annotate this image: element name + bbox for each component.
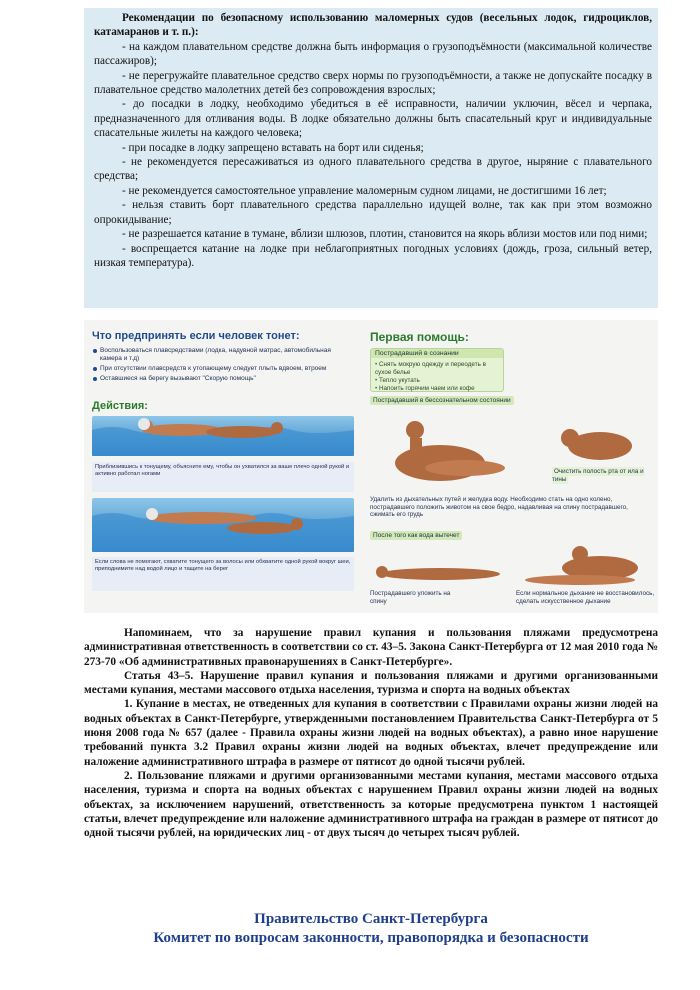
recommendation-item: - не перегружайте плавательное средство сверх нормы по грузоподъёмности, а также не допускайте посадку в плавательное средство малолетних детей без сопровождения взрослых; <box>94 69 652 97</box>
conscious-item: • Напоить горячим чаем или кофе <box>375 385 499 393</box>
law-paragraph-2: 2. Пользование пляжами и другими организованными местами купания, местами массового отдыха населения, туризма и спорта на водных объектах с нарушением Правил охраны жизни людей на водных объектах, за исключением нарушений, ответственность за которые предусмотрена пунктом 1 настоящей статьи, влечет предупреждение или наложение административного штрафа на граждан в размере от пятисот до одной тысячи рублей, на юридических лиц - от двух тысяч до четырех тысяч рублей. <box>84 769 658 840</box>
footer <box>84 910 658 948</box>
recommendation-item: - до посадки в лодку, необходимо убедиться в её исправности, наличии уключин, вёсел и черпака, предназначенного для отливания воды. В лодке обязательно должны быть спасательный круг и индивидуальные спасательные жилеты на каждого человека; <box>94 98 652 140</box>
infographic-left-panel <box>84 320 362 613</box>
clean-mouth-text: Очистить полость рта от ила и тины <box>552 468 644 483</box>
conscious-label: Пострадавший в сознании <box>371 349 503 358</box>
note-remove-water: Удалить из дыхательных путей и желудка воду. Необходимо стать на одно колено, пострадавшего положить животом на свое бедро, надавливая на спину пострадавшего, сжимать его грудь <box>370 496 628 519</box>
caption-tow: Если слова не помогают, схватите тонущего за волосы или обхватите одной рукой вокруг шеи, приподнимите над водой лицо и тащите на берег <box>92 557 354 591</box>
law-paragraph-article: Статья 43–5. Нарушение правил купания и пользования пляжами и другими организованными местами купания, местами массового отдыха населения, туризма и спорта на водных объектах <box>84 669 658 697</box>
law-paragraph-reminder: Напоминаем, что за нарушение правил купания и пользования пляжами предусмотрена административная ответственность в соответствии со ст. 43–5. Закона Санкт-Петербурга от 12 мая 2010 года № 273-70 «Об административных правонарушениях в Санкт-Петербурге». <box>84 627 658 668</box>
after-water-label: После того как вода вытечет <box>370 531 462 540</box>
infographic-right-panel <box>366 320 658 613</box>
water-scene-1 <box>92 416 354 456</box>
conscious-box <box>370 348 504 392</box>
caption-approach: Приблизившись к тонущему, объясните ему, чтобы он ухватился за ваше плечо одной рукой и активно работал ногами <box>92 462 354 492</box>
first-aid-illustration-2 <box>370 542 654 588</box>
note-resuscitation: Если нормальное дыхание не восстановилось, сделать искусственное дыхание <box>516 590 655 605</box>
actions-title: Действия: <box>92 400 148 412</box>
swimmers-illustration-2 <box>92 498 354 552</box>
note-lay-on-back: Пострадавшего уложить на спину <box>370 590 451 605</box>
recommendation-item: - при посадке в лодку запрещено вставать на борт или сиденья; <box>122 141 424 154</box>
conscious-item: • Тепло укутать <box>375 377 499 385</box>
unconscious-label: Пострадавший в бессознательном состоянии <box>370 396 514 405</box>
law-section <box>84 626 658 840</box>
left-bullet: Воспользоваться плавсредствами (лодка, надувной матрас, автомобильная камера и т.д) <box>92 347 354 363</box>
recommendation-item: - на каждом плавательном средстве должна быть информация о грузоподъёмности (максимальной количестве пассажиров); <box>94 40 652 68</box>
left-bullets <box>92 347 354 385</box>
water-scene-2 <box>92 498 354 552</box>
recommendation-item: - не рекомендуется самостоятельное управление маломерным судном лицами, не достигшими 16 лет; <box>122 184 607 197</box>
recommendation-item: - не разрешается катание в тумане, вблизи шлюзов, плотин, становится на якорь вблизи мостов или под ними; <box>122 228 648 241</box>
recommendation-item: - не рекомендуется пересаживаться из одного плавательного средства в другое, ныряние с плавательного средства; <box>94 156 652 183</box>
recommendations-title: Рекомендации по безопасному использованию маломерных судов (весельных лодок, гидроциклов, катамаранов и т. п.): <box>94 12 652 39</box>
recommendations-box <box>84 8 658 308</box>
note-clean-mouth <box>552 468 652 483</box>
conscious-item: • Снять мокрую одежду и переодеть в сухое белье <box>375 361 499 377</box>
left-panel-title: Что предпринять если человек тонет: <box>92 330 300 342</box>
recommendation-item: - воспрещается катание на лодке при неблагоприятных погодных условиях (дождь, гроза, сильный ветер, низкая температура). <box>94 242 652 269</box>
law-paragraph-1: 1. Купание в местах, не отведенных для купания в соответствии с Правилами охраны жизни людей на водных объектах в Санкт-Петербурге, утвержденными постановлением Правительства Санкт-Петербурга от 5 июня 2008 года № 657 (далее - Правила охраны жизни людей на водных объектах), а равно иное нарушение требований пункта 3.2 Правил охраны жизни людей на водных объектах, влечет предупреждение или наложение административного штрафа в размере от пятисот до одной тысячи рублей. <box>84 698 658 768</box>
left-bullet: При отсутствии плавсредств к утопающему следует плыть вдвоем, втроем <box>92 365 354 373</box>
swimmers-illustration-1 <box>92 416 354 456</box>
first-aid-title: Первая помощь: <box>370 330 469 344</box>
conscious-list <box>371 358 503 396</box>
footer-government: Правительство Санкт-Петербурга <box>254 911 488 927</box>
left-bullet: Оставшиеся на берегу вызывают "Скорую помощь" <box>92 375 354 383</box>
drowning-infographic <box>84 320 658 613</box>
recommendation-item: - нельзя ставить борт плавательного средства параллельно идущей волне, так как при этом возможно опрокидывание; <box>94 199 652 226</box>
footer-committee: Комитет по вопросам законности, правопорядка и безопасности <box>153 930 589 946</box>
